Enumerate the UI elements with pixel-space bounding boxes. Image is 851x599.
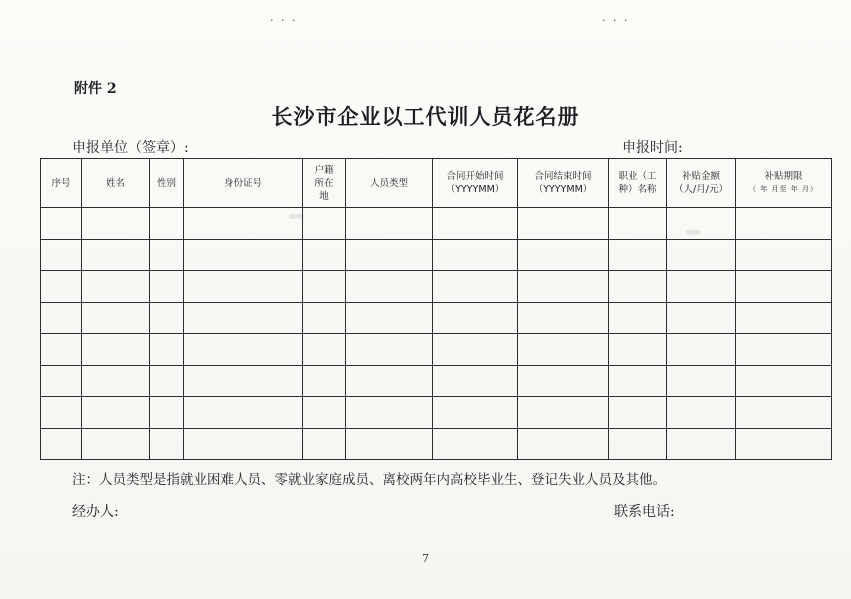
scan-mark-right: · · · (602, 14, 630, 27)
table-header-text: （ 年 月至 年 月） (749, 185, 818, 193)
table-cell (303, 239, 346, 271)
table-cell (433, 271, 518, 303)
report-time-label: 申报时间: (622, 140, 683, 156)
table-header-row (41, 159, 832, 208)
scan-mark-left: · · · (270, 14, 298, 27)
table-cell (346, 302, 433, 334)
table-cell (667, 428, 736, 460)
table-body (41, 208, 832, 460)
table-cell (184, 302, 303, 334)
table-cell (184, 334, 303, 366)
table-cell (150, 397, 184, 429)
table-cell (736, 239, 832, 271)
table-cell (433, 365, 518, 397)
table-header-cell (41, 159, 82, 208)
page-number: 7 (422, 552, 429, 565)
table-cell (150, 365, 184, 397)
table-header-cell (150, 159, 184, 208)
table-cell (303, 302, 346, 334)
table-cell (150, 302, 184, 334)
table-cell (433, 428, 518, 460)
table-header-cell (609, 159, 667, 208)
table-header-text: 补贴期限 (764, 171, 803, 182)
table-cell (303, 334, 346, 366)
table-header-text: 补贴金额 (681, 171, 720, 182)
table-cell (82, 208, 150, 240)
table-cell (433, 239, 518, 271)
table-row (41, 302, 832, 334)
table-cell (667, 365, 736, 397)
table-header-text: 姓名 (105, 177, 125, 189)
table-header-cell (184, 159, 303, 208)
table-cell (518, 334, 609, 366)
table-row (41, 428, 832, 460)
footnote: 注：人员类型是指就业困难人员、零就业家庭成员、离校两年内高校毕业生、登记失业人员及其他。 (72, 472, 666, 488)
table-cell (346, 365, 433, 397)
table-header-text: 人员类型 (369, 177, 408, 189)
roster-table (40, 158, 832, 460)
table-cell (609, 302, 667, 334)
table-cell (303, 271, 346, 303)
table-cell (303, 365, 346, 397)
table-header-text: 户籍 (314, 164, 334, 176)
table-cell (609, 208, 667, 240)
table-cell (518, 271, 609, 303)
bleed-through-mark: ▌ (289, 214, 303, 228)
table-header-cell (346, 159, 433, 208)
table-cell (184, 208, 303, 240)
table-cell (609, 428, 667, 460)
table-cell (736, 271, 832, 303)
table-cell (41, 428, 82, 460)
table-cell (518, 302, 609, 334)
table-header-text: 职业（工 (618, 171, 657, 182)
table-cell (518, 365, 609, 397)
table-cell (736, 334, 832, 366)
table-cell (150, 271, 184, 303)
table-cell (667, 271, 736, 303)
table-cell (433, 208, 518, 240)
table-cell (82, 397, 150, 429)
table-header-text: 合同开始时间 (446, 171, 504, 182)
phone-label: 联系电话: (614, 504, 675, 520)
table-cell (736, 397, 832, 429)
table-cell (433, 397, 518, 429)
table-cell (346, 208, 433, 240)
table-header-text: 种）名称 (618, 184, 657, 195)
table-header-text: （YYYYMM） (445, 184, 505, 195)
table-header-text: （人/月/元） (674, 184, 728, 195)
table-header-text: 合同结束时间 (534, 171, 592, 182)
table-cell (41, 365, 82, 397)
table-cell (346, 271, 433, 303)
table-cell (150, 208, 184, 240)
table-cell (82, 239, 150, 271)
table-cell (736, 365, 832, 397)
table-header-cell (433, 159, 518, 208)
table-cell (150, 428, 184, 460)
table-cell (667, 208, 736, 240)
table-cell (82, 428, 150, 460)
table-cell (346, 239, 433, 271)
table-cell (433, 334, 518, 366)
table-row (41, 271, 832, 303)
table-cell (433, 302, 518, 334)
table-cell (82, 334, 150, 366)
table-cell (609, 365, 667, 397)
table-cell (736, 428, 832, 460)
table-header-cell (736, 159, 832, 208)
table-cell (518, 208, 609, 240)
table-cell (667, 302, 736, 334)
table-row (41, 239, 832, 271)
operator-label: 经办人: (72, 504, 119, 520)
table-header-cell (303, 159, 346, 208)
table-cell (184, 365, 303, 397)
table-cell (518, 428, 609, 460)
table-cell (150, 239, 184, 271)
table-row (41, 208, 832, 240)
attachment-label: 附件 2 (74, 81, 117, 97)
table-cell (736, 208, 832, 240)
table-cell (41, 271, 82, 303)
table-cell (41, 239, 82, 271)
table-header-text: 性别 (156, 177, 176, 189)
table-row (41, 365, 832, 397)
bleed-through-mark: ▌ (686, 230, 700, 244)
table-header-cell (518, 159, 609, 208)
table-cell (346, 428, 433, 460)
table-cell (150, 334, 184, 366)
table-cell (518, 239, 609, 271)
table-header-text: 地 (319, 190, 329, 202)
table-cell (518, 397, 609, 429)
table-row (41, 334, 832, 366)
page-title: 长沙市企业以工代训人员花名册 (271, 104, 580, 129)
table-cell (41, 302, 82, 334)
table-cell (667, 397, 736, 429)
table-cell (609, 397, 667, 429)
table-header-text: （YYYYMM） (533, 184, 593, 195)
table-cell (41, 334, 82, 366)
table-cell (184, 271, 303, 303)
table-cell (609, 271, 667, 303)
table-cell (184, 239, 303, 271)
table-cell (303, 208, 346, 240)
table-cell (667, 334, 736, 366)
table-cell (346, 397, 433, 429)
table-cell (667, 239, 736, 271)
table-header-text: 所在 (314, 177, 334, 189)
report-unit-label: 申报单位（签章）: (72, 140, 189, 156)
table-cell (346, 334, 433, 366)
table-cell (41, 397, 82, 429)
table-cell (609, 239, 667, 271)
table-cell (609, 334, 667, 366)
table-cell (303, 397, 346, 429)
table-cell (82, 271, 150, 303)
table-cell (184, 428, 303, 460)
table-header-text: 身份证号 (223, 177, 262, 189)
table-header-text: 序号 (51, 177, 71, 189)
table-cell (41, 208, 82, 240)
table-cell (184, 397, 303, 429)
table-header-cell (667, 159, 736, 208)
table-cell (82, 302, 150, 334)
table-cell (303, 428, 346, 460)
table-cell (82, 365, 150, 397)
table-row (41, 397, 832, 429)
table-header-cell (82, 159, 150, 208)
table-cell (736, 302, 832, 334)
